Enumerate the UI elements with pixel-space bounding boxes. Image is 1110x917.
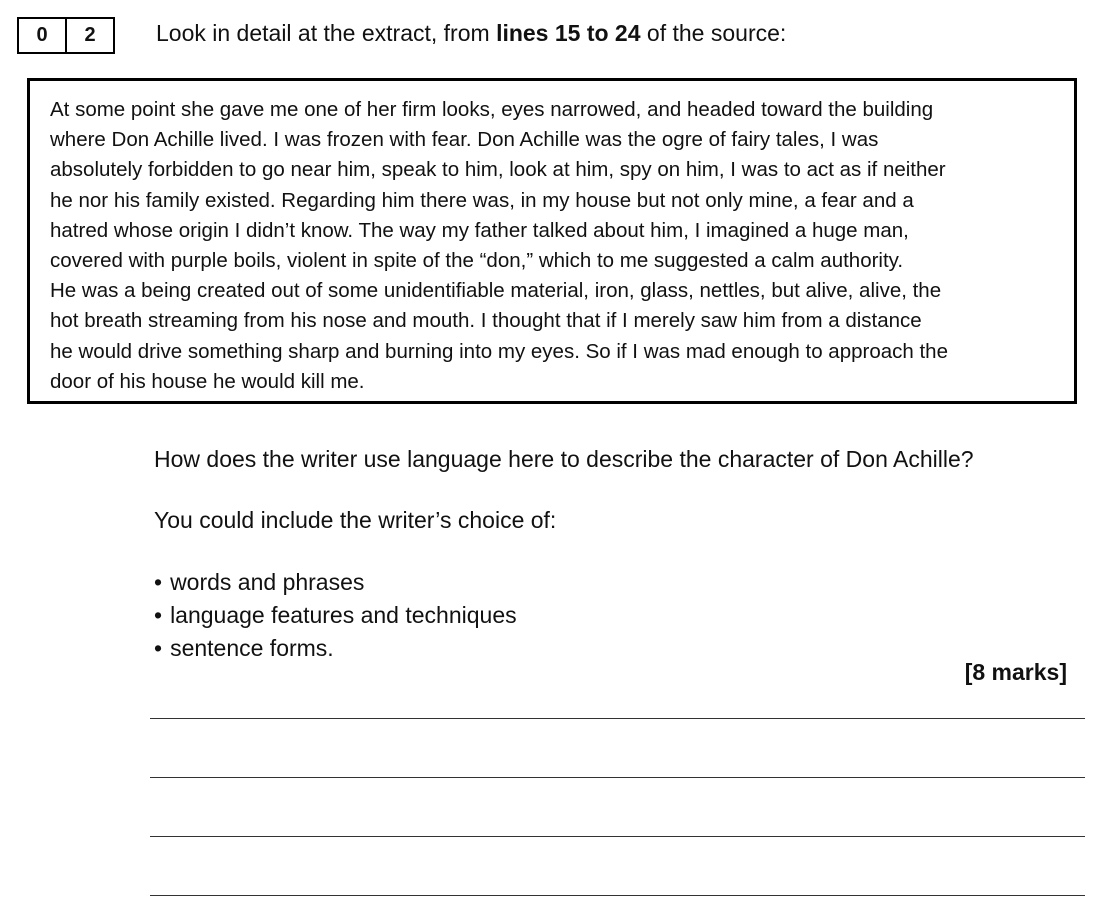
question-text: How does the writer use language here to describe the character of Don Achille? <box>154 446 974 472</box>
extract-line: hatred whose origin I didn’t know. The way my father talked about him, I imagined a huge man, <box>50 218 909 242</box>
question-number-digit: 0 <box>36 24 48 46</box>
extract-line: At some point she gave me one of her firm looks, eyes narrowed, and headed toward the building <box>50 98 934 121</box>
answer-line[interactable] <box>150 718 1085 719</box>
instruction-suffix: of the source: <box>640 20 787 46</box>
answer-line[interactable] <box>150 895 1085 896</box>
extract-line: hot breath streaming from his nose and mouth. I thought that if I merely saw him from a distance <box>50 309 922 333</box>
extract-line: covered with purple boils, violent in spite of the “don,” which to me suggested a calm authority. <box>50 249 904 273</box>
guidance-bullet-list <box>154 566 517 665</box>
guidance-bullet: • sentence forms. <box>154 632 517 665</box>
extract-line: door of his house he would kill me. <box>50 369 365 393</box>
extract-line: absolutely forbidden to go near him, speak to him, look at him, spy on him, I was to act as if neither <box>50 158 946 182</box>
extract-line: he would drive something sharp and burning into my eyes. So if I was mad enough to approach the <box>50 339 948 363</box>
guidance-bullet: • language features and techniques <box>154 599 517 632</box>
extract-line: he nor his family existed. Regarding him there was, in my house but not only mine, a fear and a <box>50 188 914 212</box>
question-number-digit: 2 <box>65 19 113 52</box>
extract-line: He was a being created out of some unidentifiable material, iron, glass, nettles, but alive, alive, the <box>50 279 942 303</box>
question-instruction <box>156 20 786 47</box>
source-extract-box <box>27 78 1077 404</box>
answer-line[interactable] <box>150 777 1085 778</box>
answer-line[interactable] <box>150 836 1085 837</box>
guidance-bullet: • words and phrases <box>154 566 517 599</box>
question-number-box <box>17 17 115 54</box>
instruction-line-range: lines 15 to 24 <box>496 20 641 46</box>
guidance-prompt: You could include the writer’s choice of: <box>154 507 557 533</box>
instruction-prefix: Look in detail at the extract, from <box>156 20 497 46</box>
extract-line: where Don Achille lived. I was frozen with fear. Don Achille was the ogre of fairy tales, I was <box>50 128 879 152</box>
source-extract-text <box>50 95 1072 397</box>
marks-label: [8 marks] <box>964 659 1067 685</box>
